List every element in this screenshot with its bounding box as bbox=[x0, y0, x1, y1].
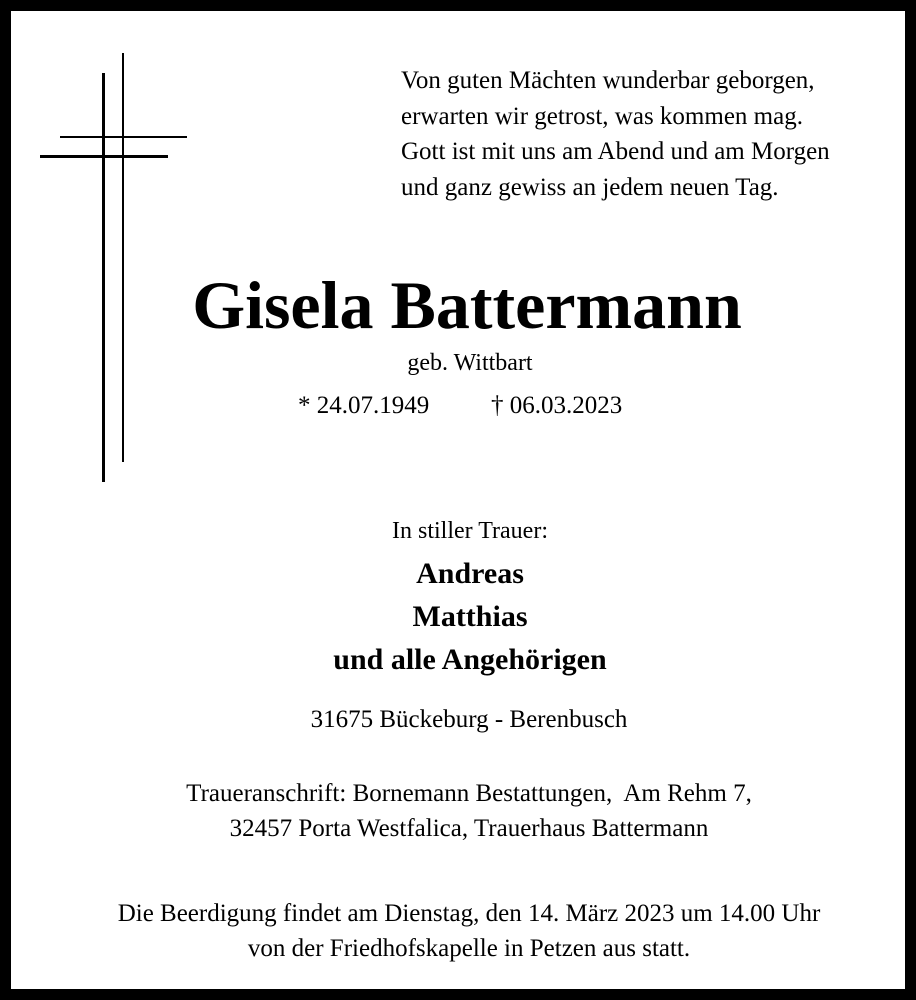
cross-icon-vertical-back bbox=[122, 53, 124, 462]
death-date: † 06.03.2023 bbox=[491, 392, 623, 419]
mourning-intro-block bbox=[11, 515, 916, 547]
deceased-name-block bbox=[11, 267, 916, 343]
mourner-item bbox=[11, 638, 916, 681]
location-block bbox=[11, 703, 916, 737]
birth-name-block bbox=[11, 348, 916, 378]
mourning-address-line: 32457 Porta Westfalica, Trauerhaus Battermann bbox=[229, 815, 709, 842]
mourning-address-line: Traueranschrift: Bornemann Bestattungen, Am Rehm 7, bbox=[186, 780, 752, 807]
deceased-name: Gisela Battermann bbox=[192, 267, 742, 343]
cross-icon-horizontal-back bbox=[60, 136, 187, 138]
mourner-item bbox=[11, 595, 916, 638]
mourner-item bbox=[11, 552, 916, 595]
birth-name: geb. Wittbart bbox=[407, 350, 533, 376]
location: 31675 Bückeburg - Berenbusch bbox=[310, 706, 628, 733]
poem-line: und ganz gewiss an jedem neuen Tag. bbox=[401, 173, 779, 201]
mourning-address bbox=[11, 776, 916, 846]
cross-icon-horizontal-front bbox=[40, 155, 168, 158]
poem-line: Von guten Mächten wunderbar geborgen, bbox=[401, 67, 815, 94]
poem-line: erwarten wir getrost, was kommen mag. bbox=[401, 102, 803, 130]
funeral-line: von der Friedhofskapelle in Petzen aus statt. bbox=[247, 935, 691, 962]
poem-line: Gott ist mit uns am Abend und am Morgen bbox=[401, 138, 830, 165]
birth-date: * 24.07.1949 bbox=[298, 392, 430, 419]
funeral-notice bbox=[11, 896, 916, 966]
funeral-line: Die Beerdigung findet am Dienstag, den 14. März 2023 um 14.00 Uhr bbox=[117, 900, 821, 927]
poem-verse bbox=[401, 63, 830, 205]
mourner-name: Andreas bbox=[416, 557, 524, 590]
mourners-list bbox=[11, 552, 916, 681]
mourner-name: und alle Angehörigen bbox=[333, 643, 607, 676]
mourner-name: Matthias bbox=[412, 600, 528, 633]
mourning-intro: In stiller Trauer: bbox=[392, 518, 548, 544]
